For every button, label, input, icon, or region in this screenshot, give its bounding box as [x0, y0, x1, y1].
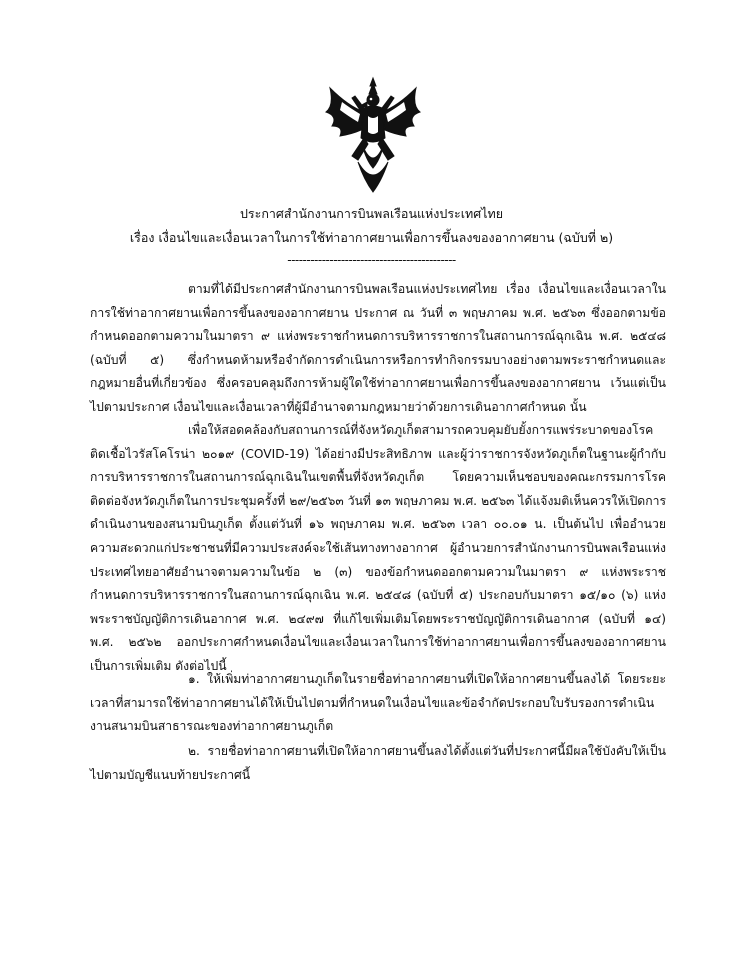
- body-paragraph-2: เพื่อให้สอดคล้องกับสถานการณ์ที่จังหวัดภูเก็ตสามารถควบคุมยับยั้งการแพร่ระบาดของโรคติดเชื้อไวรัสโคโรน่า ๒๐๑๙ (COVID-19) ได้อย่างมีประสิทธิภาพ และผู้ว่าราชการจังหวัดภูเก็ตในฐานะผู้กำกับการบริหารราชการในสถานการณ์ฉุกเฉินในเขตพื้นที่จังหวัดภูเก็ต โดยความเห็นชอบของคณะกรรมการโรคติดต่อจังหวัดภูเก็ตในการประชุมครั้งที่ ๒๙/๒๕๖๓ วันที่ ๑๓ พฤษภาคม พ.ศ. ๒๕๖๓ ได้แจ้งมติเห็นควรให้เปิดการดำเนินงานของสนามบินภูเก็ต ตั้งแต่วันที่ ๑๖ พฤษภาคม พ.ศ. ๒๕๖๓ เวลา ๐๐.๐๑ น. เป็นต้นไป เพื่ออำนวยความสะดวกแก่ประชาชนที่มีความประสงค์จะใช้เส้นทางทางอากาศ ผู้อำนวยการสำนักงานการบินพลเรือนแห่งประเทศไทยอาศัยอำนาจตามความในข้อ ๒ (๓) ของข้อกำหนดออกตามความในมาตรา ๙ แห่งพระราชกำหนดการบริหารราชการในสถานการณ์ฉุกเฉิน พ.ศ. ๒๕๔๘ (ฉบับที่ ๕) ประกอบกับมาตรา ๑๕/๑๐ (๖) แห่งพระราชบัญญัติการเดินอากาศ พ.ศ. ๒๔๙๗ ที่แก้ไขเพิ่มเติมโดยพระราชบัญญัติการเดินอากาศ (ฉบับที่ ๑๔) พ.ศ. ๒๕๖๒ ออกประกาศกำหนดเงื่อนไขและเงื่อนเวลาในการใช้ท่าอากาศยานเพื่อการขึ้นลงของอากาศยานเป็นการเพิ่มเติม ดังต่อไปนี้: [90, 423, 666, 673]
- document-title-line1: ประกาศสำนักงานการบินพลเรือนแห่งประเทศไทย: [239, 206, 504, 221]
- document-title-line2: เรื่อง เงื่อนไขและเงื่อนเวลาในการใช้ท่าอากาศยานเพื่อการขึ้นลงของอากาศยาน (ฉบับที่ ๒): [129, 230, 614, 245]
- title-divider: --------------------------------------------: [287, 253, 456, 267]
- body-paragraph-3: ๑. ให้เพิ่มท่าอากาศยานภูเก็ตในรายชื่อท่าอากาศยานที่เปิดให้อากาศยานขึ้นลงได้ โดยระยะเวลาที่สามารถใช้ท่าอากาศยานได้ให้เป็นไปตามที่กำหนดในเงื่อนไขและข้อจำกัดประกอบใบรับรองการดำเนินงานสนามบินสาธารณะของท่าอากาศยานภูเก็ต: [90, 672, 666, 734]
- body-paragraph-4: ๒. รายชื่อท่าอากาศยานที่เปิดให้อากาศยานขึ้นลงได้ตั้งแต่วันที่ประกาศนี้มีผลใช้บังคับให้เป็นไปตามบัญชีแนบท้ายประกาศนี้: [90, 744, 666, 782]
- body-paragraph-1: ตามที่ได้มีประกาศสำนักงานการบินพลเรือนแห่งประเทศไทย เรื่อง เงื่อนไขและเงื่อนเวลาในการใช้ท่าอากาศยานเพื่อการขึ้นลงของอากาศยาน ประกาศ ณ วันที่ ๓ พฤษภาคม พ.ศ. ๒๕๖๓ ซึ่งออกตามข้อกำหนดออกตามความในมาตรา ๙ แห่งพระราชกำหนดการบริหารราชการในสถานการณ์ฉุกเฉิน พ.ศ. ๒๕๔๘ (ฉบับที่ ๕) ซึ่งกำหนดห้ามหรือจำกัดการดำเนินการหรือการทำกิจกรรมบางอย่างตามพระราชกำหนดและกฎหมายอื่นที่เกี่ยวข้อง ซึ่งครอบคลุมถึงการห้ามผู้ใดใช้ท่าอากาศยานเพื่อการขึ้นลงของอากาศยาน เว้นแต่เป็นไปตามประกาศ เงื่อนไขและเงื่อนเวลาที่ผู้มีอำนาจตามกฎหมายว่าด้วยการเดินอากาศกำหนด นั้น: [90, 282, 666, 414]
- garuda-emblem-icon: [322, 76, 424, 194]
